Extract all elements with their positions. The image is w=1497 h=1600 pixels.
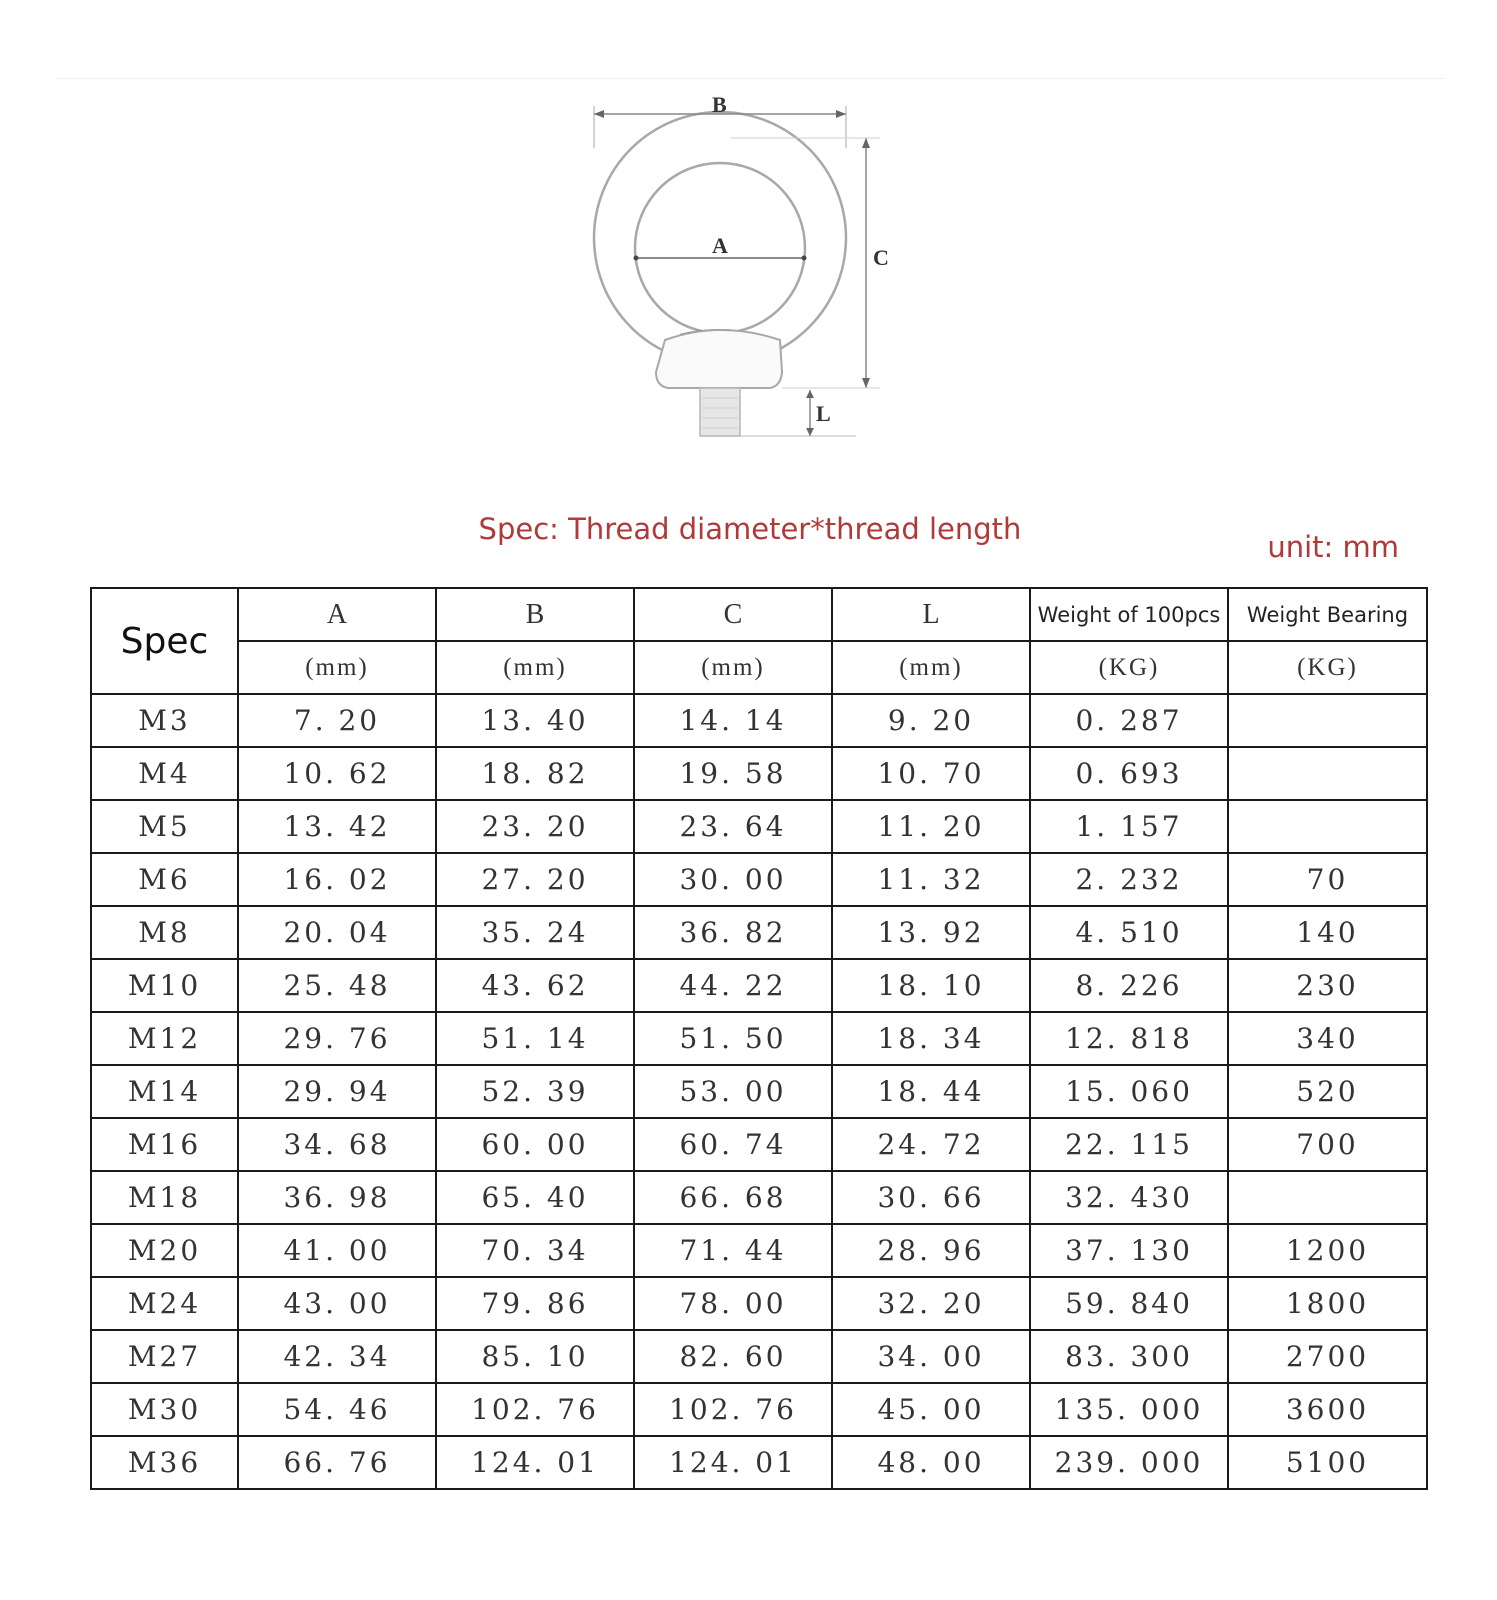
cell-bearing-value: 1200 <box>1285 1234 1370 1267</box>
unit-caption: unit: mm <box>1267 530 1399 564</box>
cell-bearing-value: 340 <box>1296 1022 1359 1055</box>
unit-a <box>238 641 436 694</box>
cell-a-value: 7. 20 <box>293 704 381 737</box>
cell-weight <box>1030 853 1228 906</box>
cell-spec-value: M30 <box>127 1393 202 1426</box>
cell-bearing-value: 5100 <box>1285 1446 1370 1479</box>
cell-weight-value: 1. 157 <box>1075 810 1183 843</box>
cell-bearing <box>1228 1171 1427 1224</box>
cell-a <box>238 1012 436 1065</box>
header-a-label: A <box>326 598 348 630</box>
header-row-names <box>91 588 1427 641</box>
cell-weight-value: 22. 115 <box>1065 1128 1193 1161</box>
cell-a-value: 42. 34 <box>283 1340 391 1373</box>
cell-a <box>238 959 436 1012</box>
header-l <box>832 588 1030 641</box>
cell-weight <box>1030 1171 1228 1224</box>
cell-c <box>634 1436 832 1489</box>
cell-spec-value: M20 <box>127 1234 202 1267</box>
cell-weight-value: 0. 287 <box>1075 704 1183 737</box>
cell-bearing <box>1228 747 1427 800</box>
cell-b-value: 65. 40 <box>481 1181 589 1214</box>
header-bearing <box>1228 588 1427 641</box>
label-l: L <box>816 401 831 426</box>
cell-c-value: 30. 00 <box>679 863 787 896</box>
cell-bearing <box>1228 694 1427 747</box>
cell-weight <box>1030 747 1228 800</box>
cell-c <box>634 853 832 906</box>
cell-l <box>832 1330 1030 1383</box>
cell-weight-value: 32. 430 <box>1065 1181 1193 1214</box>
cell-weight <box>1030 694 1228 747</box>
cell-bearing <box>1228 1330 1427 1383</box>
cell-l-value: 18. 34 <box>877 1022 985 1055</box>
cell-b-value: 13. 40 <box>481 704 589 737</box>
cell-b <box>436 747 634 800</box>
cell-c <box>634 1277 832 1330</box>
cell-c-value: 124. 01 <box>669 1446 797 1479</box>
label-c: C <box>873 245 889 270</box>
cell-l <box>832 694 1030 747</box>
cell-b <box>436 1171 634 1224</box>
bolt-collar <box>656 330 782 388</box>
cell-weight-value: 83. 300 <box>1065 1340 1193 1373</box>
cell-a-value: 16. 02 <box>283 863 391 896</box>
header-l-label: L <box>922 598 940 630</box>
cell-l <box>832 1383 1030 1436</box>
cell-a <box>238 694 436 747</box>
cell-l-value: 24. 72 <box>877 1128 985 1161</box>
cell-spec <box>91 1277 238 1330</box>
cell-b <box>436 694 634 747</box>
table-row <box>91 1436 1427 1489</box>
cell-spec <box>91 694 238 747</box>
header-c <box>634 588 832 641</box>
cell-b <box>436 853 634 906</box>
cell-l <box>832 1436 1030 1489</box>
label-a: A <box>712 233 728 258</box>
cell-l-value: 11. 20 <box>877 810 985 843</box>
table-row <box>91 1224 1427 1277</box>
cell-bearing <box>1228 906 1427 959</box>
cell-a-value: 36. 98 <box>283 1181 391 1214</box>
unit-c <box>634 641 832 694</box>
cell-l-value: 11. 32 <box>877 863 985 896</box>
cell-weight-value: 8. 226 <box>1075 969 1183 1002</box>
cell-spec-value: M27 <box>127 1340 202 1373</box>
table-row <box>91 1330 1427 1383</box>
cell-spec <box>91 1118 238 1171</box>
header-a <box>238 588 436 641</box>
cell-bearing-value: 230 <box>1296 969 1359 1002</box>
table-row <box>91 1171 1427 1224</box>
unit-bearing-label: (KG) <box>1297 653 1358 681</box>
cell-weight-value: 15. 060 <box>1065 1075 1193 1108</box>
cell-c-value: 71. 44 <box>679 1234 787 1267</box>
cell-bearing <box>1228 800 1427 853</box>
cell-l-value: 48. 00 <box>877 1446 985 1479</box>
header-spec-label: Spec <box>120 620 209 662</box>
cell-spec <box>91 1330 238 1383</box>
unit-b <box>436 641 634 694</box>
cell-weight-value: 0. 693 <box>1075 757 1183 790</box>
cell-bearing-value: 1800 <box>1285 1287 1370 1320</box>
table-row <box>91 747 1427 800</box>
cell-weight <box>1030 1118 1228 1171</box>
table-row <box>91 1383 1427 1436</box>
cell-a <box>238 1330 436 1383</box>
cell-c <box>634 906 832 959</box>
cell-spec-value: M12 <box>127 1022 202 1055</box>
cell-b-value: 52. 39 <box>481 1075 589 1108</box>
cell-bearing-value: 140 <box>1296 916 1359 949</box>
cell-spec-value: M10 <box>127 969 202 1002</box>
cell-spec-value: M36 <box>127 1446 202 1479</box>
cell-b-value: 51. 14 <box>481 1022 589 1055</box>
unit-l-label: (mm) <box>899 653 963 681</box>
cell-weight <box>1030 1383 1228 1436</box>
cell-weight <box>1030 1277 1228 1330</box>
header-b <box>436 588 634 641</box>
cell-l <box>832 1171 1030 1224</box>
cell-spec <box>91 747 238 800</box>
cell-c <box>634 694 832 747</box>
unit-l <box>832 641 1030 694</box>
header-weight <box>1030 588 1228 641</box>
table-row <box>91 1277 1427 1330</box>
cell-weight-value: 2. 232 <box>1075 863 1183 896</box>
cell-bearing-value: 70 <box>1306 863 1349 896</box>
header-spec <box>91 588 238 694</box>
cell-b <box>436 1436 634 1489</box>
cell-bearing-value: 520 <box>1296 1075 1359 1108</box>
cell-b <box>436 1224 634 1277</box>
cell-c-value: 51. 50 <box>679 1022 787 1055</box>
unit-a-label: (mm) <box>305 653 369 681</box>
cell-spec <box>91 1065 238 1118</box>
cell-bearing-value: 2700 <box>1285 1340 1370 1373</box>
header-row-units <box>91 641 1427 694</box>
top-divider <box>55 78 1445 79</box>
cell-spec <box>91 1436 238 1489</box>
cell-bearing <box>1228 1436 1427 1489</box>
cell-c-value: 23. 64 <box>679 810 787 843</box>
cell-l <box>832 1118 1030 1171</box>
cell-a-value: 25. 48 <box>283 969 391 1002</box>
cell-spec-value: M8 <box>138 916 191 949</box>
cell-a <box>238 1118 436 1171</box>
unit-weight <box>1030 641 1228 694</box>
cell-weight <box>1030 1224 1228 1277</box>
cell-b <box>436 1277 634 1330</box>
header-c-label: C <box>723 598 743 630</box>
cell-weight <box>1030 1012 1228 1065</box>
cell-weight <box>1030 1065 1228 1118</box>
cell-c <box>634 959 832 1012</box>
cell-spec-value: M24 <box>127 1287 202 1320</box>
cell-c-value: 19. 58 <box>679 757 787 790</box>
table-row <box>91 1065 1427 1118</box>
cell-weight-value: 37. 130 <box>1065 1234 1193 1267</box>
cell-a <box>238 1224 436 1277</box>
cell-bearing <box>1228 959 1427 1012</box>
cell-a <box>238 1171 436 1224</box>
cell-bearing <box>1228 1224 1427 1277</box>
cell-c-value: 36. 82 <box>679 916 787 949</box>
cell-a <box>238 1065 436 1118</box>
cell-c <box>634 1171 832 1224</box>
cell-weight <box>1030 1330 1228 1383</box>
cell-b-value: 43. 62 <box>481 969 589 1002</box>
cell-b-value: 124. 01 <box>471 1446 599 1479</box>
table-row <box>91 1012 1427 1065</box>
cell-b-value: 60. 00 <box>481 1128 589 1161</box>
cell-spec <box>91 959 238 1012</box>
cell-b <box>436 1383 634 1436</box>
cell-bearing <box>1228 853 1427 906</box>
cell-l-value: 9. 20 <box>887 704 975 737</box>
cell-c-value: 66. 68 <box>679 1181 787 1214</box>
cell-b-value: 18. 82 <box>481 757 589 790</box>
cell-l <box>832 853 1030 906</box>
cell-a-value: 34. 68 <box>283 1128 391 1161</box>
cell-spec-value: M18 <box>127 1181 202 1214</box>
cell-l-value: 28. 96 <box>877 1234 985 1267</box>
cell-l <box>832 1277 1030 1330</box>
cell-b <box>436 1012 634 1065</box>
cell-spec <box>91 1224 238 1277</box>
cell-a-value: 29. 76 <box>283 1022 391 1055</box>
cell-c <box>634 1383 832 1436</box>
cell-a <box>238 1436 436 1489</box>
cell-l <box>832 906 1030 959</box>
cell-weight-value: 239. 000 <box>1054 1446 1204 1479</box>
cell-weight-value: 12. 818 <box>1065 1022 1193 1055</box>
threaded-shank <box>700 388 740 436</box>
cell-a-value: 54. 46 <box>283 1393 391 1426</box>
cell-spec-value: M16 <box>127 1128 202 1161</box>
cell-weight-value: 4. 510 <box>1075 916 1183 949</box>
cell-b <box>436 1118 634 1171</box>
header-b-label: B <box>525 598 545 630</box>
cell-c-value: 82. 60 <box>679 1340 787 1373</box>
cell-spec-value: M6 <box>138 863 191 896</box>
cell-spec <box>91 1383 238 1436</box>
cell-a-value: 41. 00 <box>283 1234 391 1267</box>
cell-c <box>634 1224 832 1277</box>
cell-a <box>238 853 436 906</box>
header-bearing-label: Weight Bearing <box>1246 602 1409 627</box>
cell-c <box>634 747 832 800</box>
cell-b-value: 70. 34 <box>481 1234 589 1267</box>
cell-c-value: 78. 00 <box>679 1287 787 1320</box>
cell-a-value: 20. 04 <box>283 916 391 949</box>
cell-l <box>832 1012 1030 1065</box>
cell-c-value: 102. 76 <box>669 1393 797 1426</box>
cell-weight <box>1030 1436 1228 1489</box>
cell-a-value: 29. 94 <box>283 1075 391 1108</box>
cell-b-value: 102. 76 <box>471 1393 599 1426</box>
cell-l-value: 30. 66 <box>877 1181 985 1214</box>
cell-bearing <box>1228 1012 1427 1065</box>
cell-l <box>832 1224 1030 1277</box>
cell-a-value: 10. 62 <box>283 757 391 790</box>
unit-bearing <box>1228 641 1427 694</box>
cell-c <box>634 1118 832 1171</box>
cell-c <box>634 800 832 853</box>
cell-a <box>238 1277 436 1330</box>
cell-l <box>832 800 1030 853</box>
spec-table <box>90 587 1428 1490</box>
cell-l-value: 18. 10 <box>877 969 985 1002</box>
cell-bearing <box>1228 1065 1427 1118</box>
cell-l-value: 18. 44 <box>877 1075 985 1108</box>
cell-weight-value: 59. 840 <box>1065 1287 1193 1320</box>
cell-bearing <box>1228 1383 1427 1436</box>
cell-a-value: 43. 00 <box>283 1287 391 1320</box>
table-row <box>91 800 1427 853</box>
cell-a-value: 13. 42 <box>283 810 391 843</box>
cell-c-value: 53. 00 <box>679 1075 787 1108</box>
cell-bearing <box>1228 1118 1427 1171</box>
cell-l-value: 45. 00 <box>877 1393 985 1426</box>
cell-spec <box>91 800 238 853</box>
cell-c-value: 14. 14 <box>679 704 787 737</box>
cell-l-value: 34. 00 <box>877 1340 985 1373</box>
cell-b-value: 85. 10 <box>481 1340 589 1373</box>
cell-spec <box>91 853 238 906</box>
cell-b-value: 79. 86 <box>481 1287 589 1320</box>
cell-weight <box>1030 906 1228 959</box>
unit-b-label: (mm) <box>503 653 567 681</box>
cell-b <box>436 800 634 853</box>
cell-b <box>436 1065 634 1118</box>
cell-c <box>634 1065 832 1118</box>
cell-c-value: 60. 74 <box>679 1128 787 1161</box>
cell-l <box>832 747 1030 800</box>
cell-bearing <box>1228 1277 1427 1330</box>
table-row <box>91 959 1427 1012</box>
cell-l <box>832 959 1030 1012</box>
cell-spec-value: M14 <box>127 1075 202 1108</box>
cell-spec-value: M4 <box>138 757 191 790</box>
cell-spec <box>91 906 238 959</box>
table-row <box>91 694 1427 747</box>
cell-spec <box>91 1171 238 1224</box>
spec-caption: Spec: Thread diameter*thread length <box>478 512 1022 546</box>
unit-c-label: (mm) <box>701 653 765 681</box>
cell-a-value: 66. 76 <box>283 1446 391 1479</box>
table-row <box>91 853 1427 906</box>
cell-l <box>832 1065 1030 1118</box>
label-b: B <box>712 92 727 117</box>
unit-weight-label: (KG) <box>1098 653 1160 681</box>
cell-b-value: 27. 20 <box>481 863 589 896</box>
cell-b-value: 23. 20 <box>481 810 589 843</box>
cell-b <box>436 1330 634 1383</box>
cell-l-value: 10. 70 <box>877 757 985 790</box>
eye-bolt-diagram <box>560 88 940 468</box>
cell-weight-value: 135. 000 <box>1054 1393 1204 1426</box>
cell-b <box>436 906 634 959</box>
cell-bearing-value: 3600 <box>1285 1393 1370 1426</box>
header-weight-label: Weight of 100pcs <box>1037 602 1221 627</box>
cell-a <box>238 800 436 853</box>
cell-spec-value: M3 <box>138 704 191 737</box>
cell-c-value: 44. 22 <box>679 969 787 1002</box>
cell-l-value: 32. 20 <box>877 1287 985 1320</box>
cell-l-value: 13. 92 <box>877 916 985 949</box>
cell-bearing-value: 700 <box>1296 1128 1359 1161</box>
cell-weight <box>1030 800 1228 853</box>
cell-b <box>436 959 634 1012</box>
cell-c <box>634 1012 832 1065</box>
cell-a <box>238 747 436 800</box>
cell-spec-value: M5 <box>138 810 191 843</box>
cell-b-value: 35. 24 <box>481 916 589 949</box>
cell-c <box>634 1330 832 1383</box>
cell-spec <box>91 1012 238 1065</box>
cell-weight <box>1030 959 1228 1012</box>
table-row <box>91 906 1427 959</box>
table-row <box>91 1118 1427 1171</box>
cell-a <box>238 1383 436 1436</box>
cell-a <box>238 906 436 959</box>
